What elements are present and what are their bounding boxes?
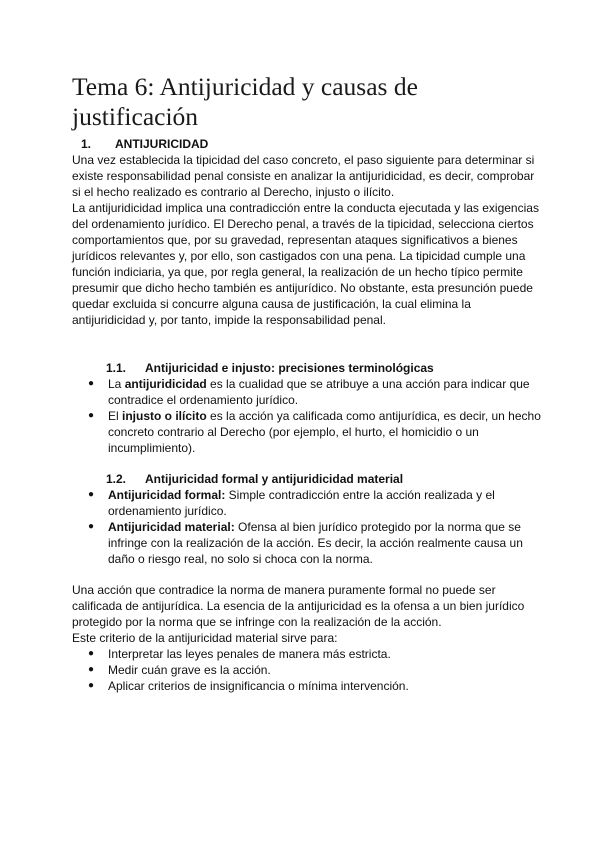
section-heading-text: ANTIJURICIDAD — [115, 137, 209, 151]
list-item — [72, 376, 542, 408]
page-title: Tema 6: Antijuricidad y causas de justificación — [72, 72, 418, 131]
item-post: es la cualidad que se atribuye a una acción para indicar que contradice el ordenamiento jurídico. — [108, 377, 530, 407]
bullet-icon: ● — [88, 489, 95, 500]
item-term: antijuridicidad — [124, 377, 207, 391]
subsection-heading-text: Antijuricidad e injusto: precisiones terminológicas — [145, 361, 434, 375]
subsection-heading-1-2 — [106, 471, 403, 487]
list-item — [72, 519, 542, 567]
item-term: injusto o ilícito — [122, 409, 207, 423]
item-text: Interpretar las leyes penales de manera más estricta. — [108, 647, 391, 661]
list-item — [72, 678, 542, 694]
item-term: Antijuricidad material: — [108, 520, 235, 534]
item-post: Ofensa al bien jurídico protegido por la norma que se infringe con la realización de la acción. Es decir, la acción realmente causa un daño o riesgo real, no solo si choca con la norma. — [108, 520, 523, 566]
bullet-icon: ● — [88, 664, 95, 675]
terminology-list — [72, 376, 542, 456]
item-post: Simple contradicción entre la acción realizada y el ordenamiento jurídico. — [108, 488, 495, 518]
subsection-heading-text: Antijuricidad formal y antijuridicidad material — [145, 472, 404, 486]
subsection-heading-1-1 — [106, 360, 434, 376]
subsection-number: 1.2. — [106, 472, 127, 486]
list-item — [72, 408, 542, 456]
item-pre: La — [108, 377, 125, 391]
bullet-icon: ● — [88, 410, 95, 421]
subsection-number: 1.1. — [106, 361, 127, 375]
paragraph-definition: La antijuridicidad implica una contradicción entre la conducta ejecutada y las exigencias del ordenamiento jurídico. El Derecho penal, a través de la tipicidad, selecciona ciertos comportamientos que, por su gravedad, representan ataques significativos a bienes jurídicos relevantes y, por ello, son castigados con una pena. La tipicidad cumple una función indiciaria, ya que, por regla general, la realización de un hecho típico permite presumir que dicho hecho también es antijurídico. No obstante, esta presunción puede quedar excluida si concurre alguna causa de justificación, la cual elimina la antijuridicidad y, por tanto, impide la responsabilidad penal. — [72, 201, 539, 327]
section-heading-1 — [72, 136, 208, 152]
list-item — [72, 487, 542, 519]
formal-material-list — [72, 487, 542, 567]
item-post: es la acción ya calificada como antijurídica, es decir, un hecho concreto contrario al Derecho (por ejemplo, el hurto, el homicidio o un incumplimiento). — [108, 409, 541, 455]
bullet-icon: ● — [88, 521, 95, 532]
list-item — [72, 662, 542, 678]
paragraph-closing: Una acción que contradice la norma de manera puramente formal no puede ser calificada de antijurídica. La esencia de la antijuricidad es la ofensa a un bien jurídico protegido por la norma que se infringe con la realización de la acción. — [72, 583, 525, 629]
bullet-icon: ● — [88, 680, 95, 691]
item-text: Medir cuán grave es la acción. — [108, 663, 271, 677]
paragraph-intro: Una vez establecida la tipicidad del caso concreto, el paso siguiente para determinar si existe responsabilidad penal consiste en analizar la antijuridicidad, es decir, comprobar si el hecho realizado es contrario al Derecho, injusto o ilícito. — [72, 153, 535, 199]
list-item — [72, 646, 542, 662]
criteria-list — [72, 646, 542, 694]
item-pre: El — [108, 409, 123, 423]
item-text: Aplicar criterios de insignificancia o mínima intervención. — [108, 679, 409, 693]
bullet-icon: ● — [88, 648, 95, 659]
bullet-icon: ● — [88, 378, 95, 389]
item-term: Antijuricidad formal: — [108, 488, 226, 502]
paragraph-criteria-intro: Este criterio de la antijuricidad material sirve para: — [72, 631, 338, 645]
section-number: 1. — [81, 137, 92, 151]
